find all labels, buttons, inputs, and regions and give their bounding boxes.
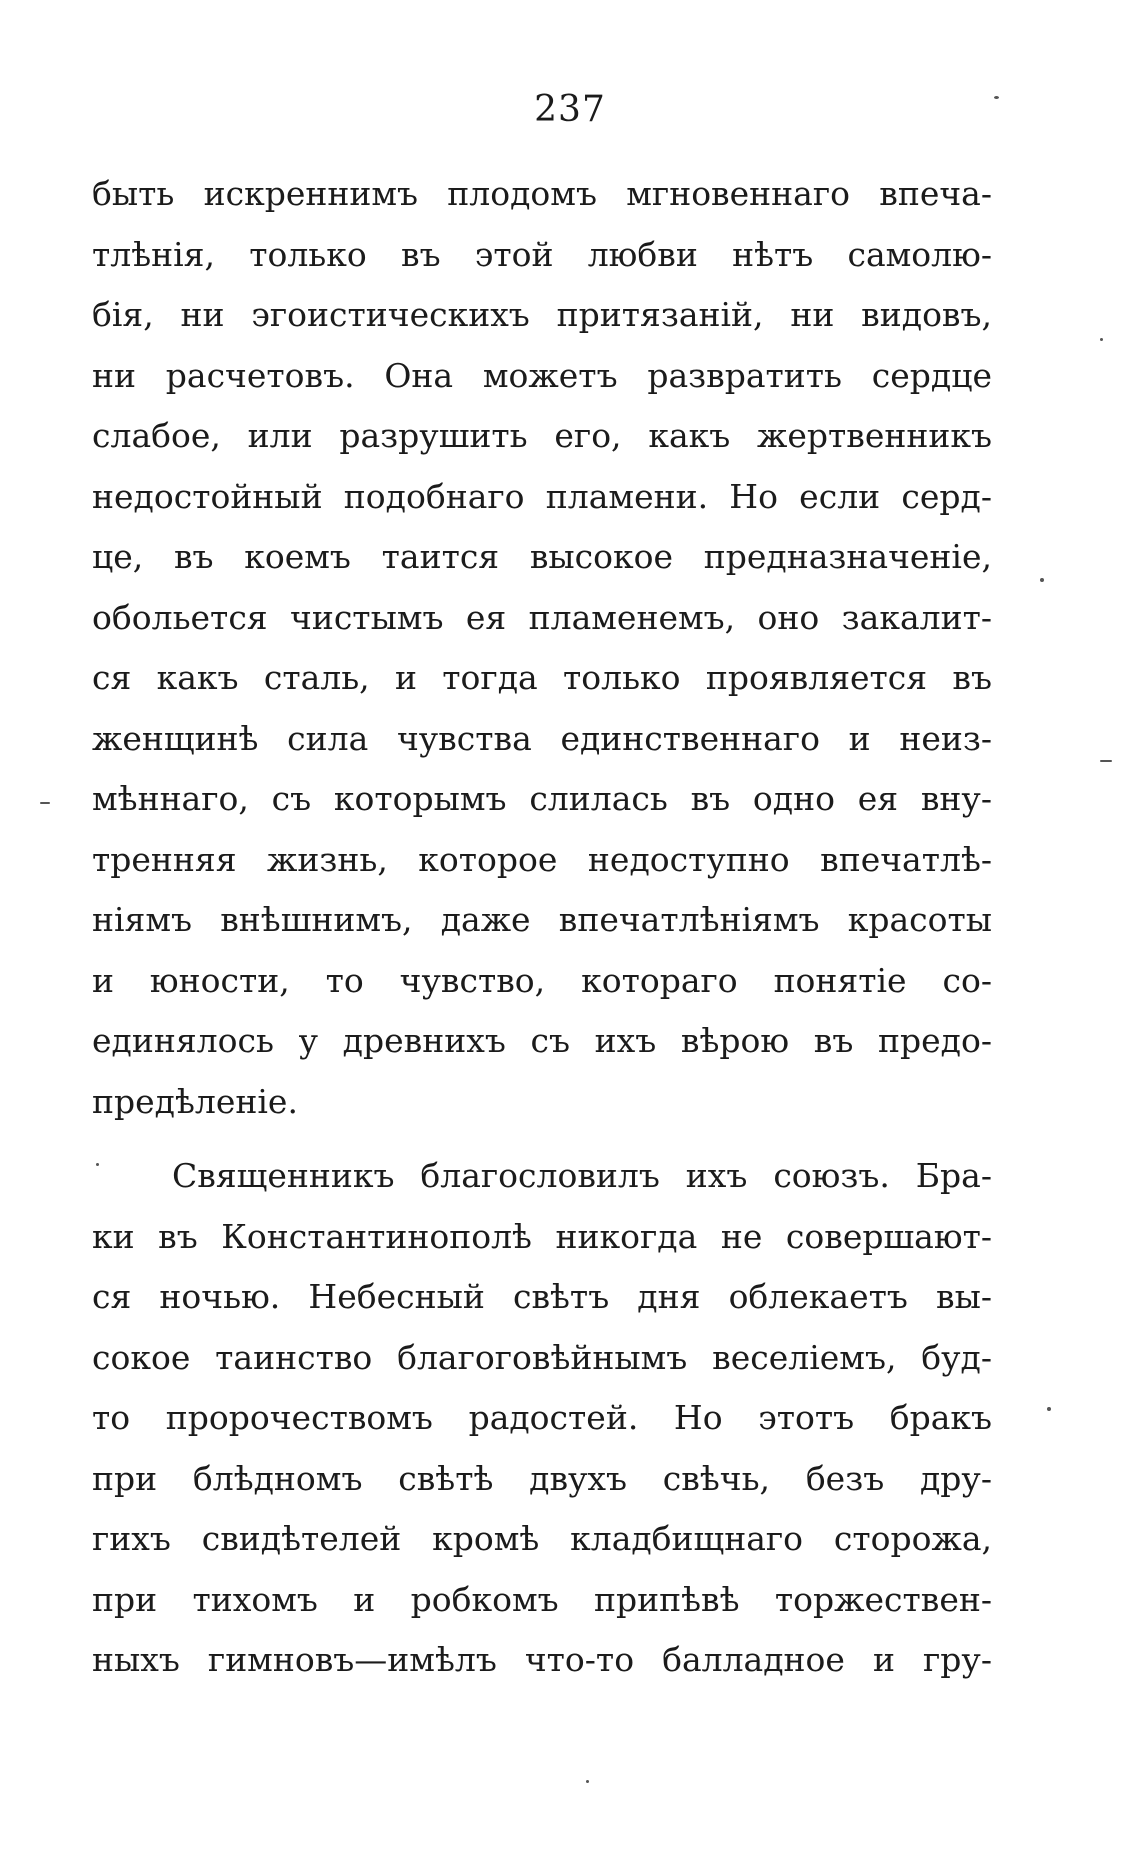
scan-speck [1100,338,1103,341]
text-line: слабое, или разрушить его, какъ жертвенникъ [92,416,992,455]
text-line: це, въ коемъ таится высокое предназначеніе, [92,537,992,576]
text-line: то пророчествомъ радостей. Но этотъ бракъ [92,1398,992,1437]
paragraph-2 [92,1146,992,1691]
scan-speck [1047,1407,1051,1411]
text-line: мѣннаго, съ которымъ слилась въ одно ея вну- [92,779,992,818]
text-line: Священникъ благословилъ ихъ союзъ. Бра- [172,1156,992,1195]
text-line: ки въ Константинополѣ никогда не совершают- [92,1216,992,1256]
text-line: ни расчетовъ. Она можетъ развратить сердце [92,355,992,395]
scan-speck [40,802,50,804]
text-line: недостойный подобнаго пламени. Но если серд- [92,476,992,516]
text-line: быть искреннимъ плодомъ мгновеннаго впеча- [92,174,992,213]
text-line: женщинѣ сила чувства единственнаго и неиз- [92,718,992,758]
text-line: единялось у древнихъ съ ихъ вѣрою въ предо- [92,1021,992,1060]
text-line: бія, ни эгоистическихъ притязаній, ни видовъ, [92,295,992,334]
scan-speck [1100,760,1112,762]
paragraph-gap [92,1132,992,1146]
text-line: гихъ свидѣтелей кромѣ кладбищнаго сторожа, [92,1519,992,1558]
scan-speck [1040,578,1044,582]
body-text [92,164,992,1691]
scan-speck [994,96,999,99]
text-line: и юности, то чувство, котораго понятіе со- [92,960,992,1000]
scan-speck [586,1780,589,1783]
text-line: ся ночью. Небесный свѣтъ дня облекаетъ вы- [92,1277,992,1316]
page-number: 237 [534,89,606,130]
text-line: сокое таинство благоговѣйнымъ веселіемъ, буд- [92,1337,992,1377]
text-line: предѣленіе. [92,1081,298,1121]
text-line: при тихомъ и робкомъ припѣвѣ торжествен- [92,1579,992,1619]
text-line: ныхъ гимновъ—имѣлъ что-то балладное и гру- [92,1640,992,1679]
text-line: при блѣдномъ свѣтѣ двухъ свѣчь, безъ дру- [92,1458,992,1498]
paragraph-1 [92,164,992,1132]
scan-speck [96,1163,99,1166]
text-line: обольется чистымъ ея пламенемъ, оно закалит- [92,597,992,637]
text-line: тлѣнія, только въ этой любви нѣтъ самолю- [92,234,992,274]
text-line: ся какъ сталь, и тогда только проявляется въ [92,658,992,697]
text-line: тренняя жизнь, которое недоступно впечатлѣ- [92,839,992,879]
text-line: ніямъ внѣшнимъ, даже впечатлѣніямъ красоты [92,900,992,939]
